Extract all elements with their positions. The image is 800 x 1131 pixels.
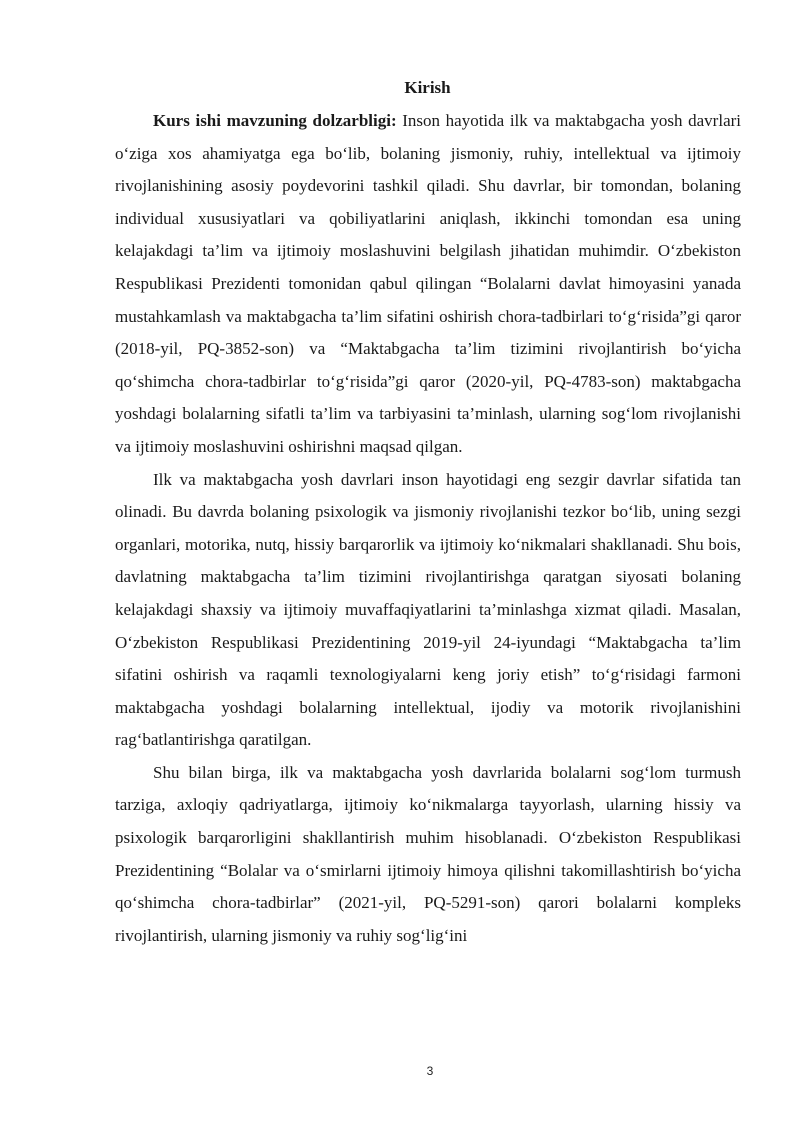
paragraph-text: Shu bilan birga, ilk va maktabgacha yosh davrlarida bolalarni sog‘lom turmush tarziga, axloqiy qadriyatlarga, ijtimoiy ko‘nikmalarga tayyorlash, ularning hissiy va psixologik barqarorligini shakllantirish muhim hisoblanadi. O‘zbekiston Respublikasi Prezidentining “Bolalar va o‘smirlarni ijtimoiy himoya qilishni takomillashtirish bo‘yicha qo‘shimcha chora-tadbirlar” (2021-yil, PQ-5291-son) qarori bolalarni kompleks rivojlantirish, ularning jismoniy va ruhiy sog‘lig‘ini <box>115 762 741 945</box>
body-text <box>115 105 741 952</box>
paragraph-text: Inson hayotida ilk va maktabgacha yosh davrlari o‘ziga xos ahamiyatga ega bo‘lib, bolaning jismoniy, ruhiy, intellektual va ijtimoiy rivojlanishining asosiy poydevorini tashkil qiladi. Shu davrlar, bir tomondan, bolaning individual xususiyatlari va qobiliyatlarini aniqlash, ikkinchi tomondan esa uning kelajakdagi ta’lim va ijtimoiy moslashuvini belgilash jihatidan muhimdir. O‘zbekiston Respublikasi Prezidenti tomonidan qabul qilingan “Bolalarni davlat himoyasini yanada mustahkamlash va maktabgacha ta’lim sifatini oshirish chora-tadbirlari to‘g‘risida”gi qaror (2018-yil, PQ-3852-son) va “Maktabgacha ta’lim tizimini rivojlantirish bo‘yicha qo‘shimcha chora-tadbirlar to‘g‘risida”gi qaror (2020-yil, PQ-4783-son) maktabgacha yoshdagi bolalarning sifatli ta’lim va tarbiyasini ta’minlash, ularning sog‘lom rivojlanishi va ijtimoiy moslashuvini oshirishni maqsad qilgan. <box>115 111 741 456</box>
page-number: 3 <box>426 1064 434 1078</box>
paragraph-3 <box>115 757 741 953</box>
section-title: Kirish <box>404 78 451 97</box>
paragraph-1 <box>115 105 741 464</box>
paragraph-text: Ilk va maktabgacha yosh davrlari inson hayotidagi eng sezgir davrlar sifatida tan olinadi. Bu davrda bolaning psixologik va jismoniy rivojlanishi tezkor bo‘lib, uning sezgi organlari, motorika, nutq, hissiy barqarorlik va ijtimoiy ko‘nikmalari shakllanadi. Shu bois, davlatning maktabgacha ta’lim tizimini rivojlantirishga qaratgan siyosati bolaning kelajakdagi shaxsiy va ijtimoiy muvaffaqiyatlarini ta’minlashga xizmat qiladi. Masalan, O‘zbekiston Respublikasi Prezidentining 2019-yil 24-iyundagi “Maktabgacha ta’lim sifatini oshirish va raqamli texnologiyalarni keng joriy etish” to‘g‘risidagi farmoni maktabgacha yoshdagi bolalarning intellektual, ijodiy va motorik rivojlanishini rag‘batlantirishga qaratilgan. <box>115 469 741 750</box>
paragraph-lead: Kurs ishi mavzuning dolzarbligi: <box>153 111 397 130</box>
paragraph-2 <box>115 464 741 757</box>
